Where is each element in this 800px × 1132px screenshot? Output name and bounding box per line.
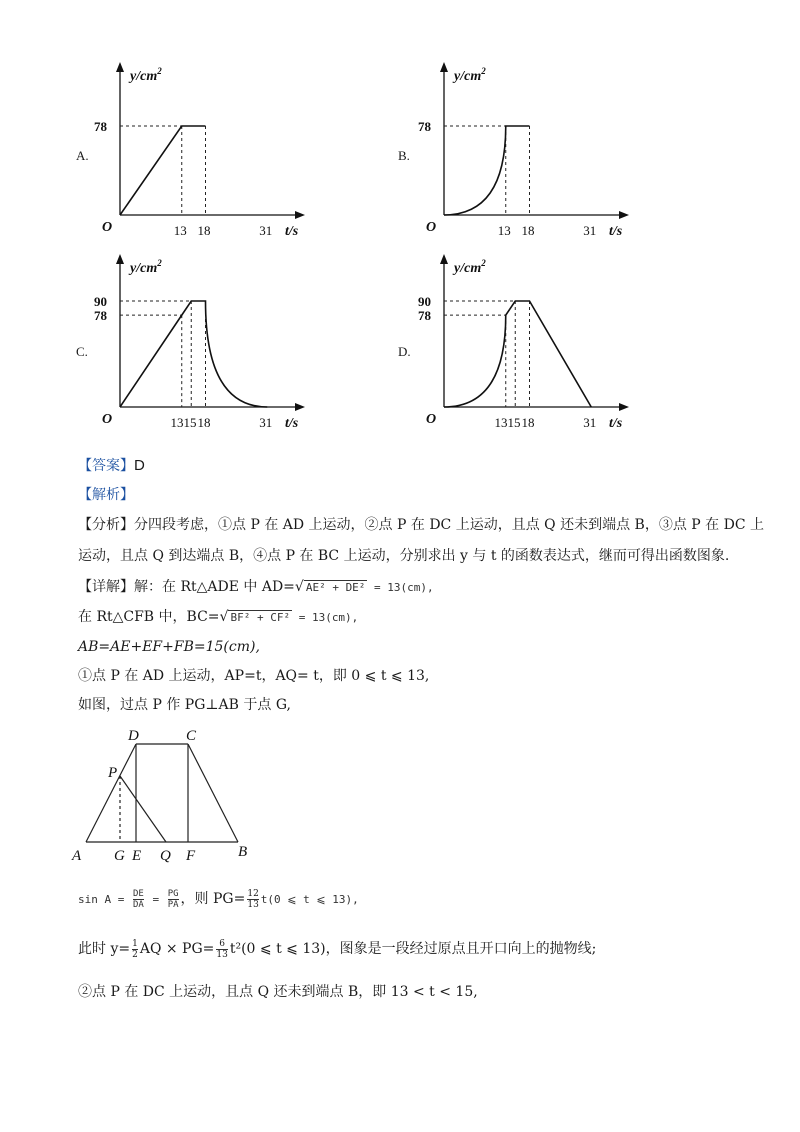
detail-l7-post: t²(0 ⩽ t ⩽ 13)，图象是一段经过原点且开口向上的抛物线; xyxy=(229,941,597,957)
label-g: G xyxy=(114,848,125,864)
x-tick-label: 1315 xyxy=(494,415,521,430)
origin-label: O xyxy=(102,220,113,235)
y-axis-label: $y/cm^2$ xyxy=(130,258,162,276)
option-b-label: B. xyxy=(398,148,410,163)
detail-line-4: ①点 P 在 AD 上运动，AP=t，AQ= t，即 0 ⩽ t ⩽ 13, xyxy=(78,668,430,684)
y-axis-sup: 2 xyxy=(157,66,162,76)
x-tick-label: 1315 xyxy=(170,415,197,430)
detail-line-2: 在 Rt△CFB 中，BC=√ BF² + CF² = 13(cm), xyxy=(78,609,359,625)
label-a: A xyxy=(72,848,82,864)
y-tick-label: 78 xyxy=(418,308,431,324)
answer-tag: 【答案】 xyxy=(78,458,134,474)
x-axis-label: t/s xyxy=(609,224,623,239)
option-d-label: D. xyxy=(398,344,411,359)
detail-l7-pre: 此时 y= xyxy=(78,941,131,957)
x-tick-label: 13 xyxy=(497,223,511,238)
x-tick-label: 18 xyxy=(521,223,535,238)
origin-label: O xyxy=(426,412,437,427)
x-tick-label: 31 xyxy=(583,223,597,238)
detail-l2-post: = 13(cm), xyxy=(292,611,359,624)
detail-l1-radicand: AE² + DE² xyxy=(305,581,366,594)
frac-12-13: $\frac{12}{13}$ xyxy=(247,888,259,910)
detail-l6-eq: = xyxy=(145,893,166,906)
option-c-graph xyxy=(92,252,392,442)
x-axis-arrow xyxy=(619,403,629,411)
option-c-label: C. xyxy=(76,344,88,359)
detail-line-5: 如图，过点 P 作 PG⊥AB 于点 G, xyxy=(78,697,291,713)
detail-l6-mid: ，则 PG= xyxy=(180,891,246,907)
label-q: Q xyxy=(160,848,171,864)
x-axis-arrow xyxy=(295,403,305,411)
detail-l6-post: t(0 ⩽ t ⩽ 13), xyxy=(260,893,359,906)
graph-svg xyxy=(92,252,392,442)
option-b-graph xyxy=(416,60,716,250)
x-tick-label: 18 xyxy=(197,223,211,238)
y-axis-label: $y/cm^2$ xyxy=(454,258,486,276)
y-tick-label: 90 xyxy=(418,294,431,309)
label-c: C xyxy=(186,728,197,744)
option-a-graph xyxy=(92,60,392,250)
x-axis-arrow xyxy=(295,211,305,219)
detail-tag: 【详解】 xyxy=(78,579,134,595)
detail-line-3: AB=AE+EF+FB=15(cm), xyxy=(78,639,260,655)
answer-line xyxy=(78,455,145,477)
detail-l2-radicand: BF² + CF² xyxy=(230,611,291,624)
frac-de-da: $\frac{DE}{DA}$ xyxy=(132,888,144,910)
y-axis-label: $y/cm^2$ xyxy=(454,66,486,84)
graph-svg xyxy=(416,60,716,250)
option-a-label: A. xyxy=(76,148,89,163)
y-axis-label: $y/cm^2$ xyxy=(130,66,162,84)
frac-pg-pa: $\frac{PG}{PA}$ xyxy=(167,888,179,910)
x-axis-label: t/s xyxy=(609,416,623,431)
x-axis-arrow xyxy=(619,211,629,219)
y-tick-label: 78 xyxy=(418,119,431,134)
analysis-line xyxy=(78,484,134,506)
x-axis-label: t/s xyxy=(285,224,299,239)
detail-l7-mid: AQ × PG= xyxy=(139,941,215,957)
fenxi-tag: 【分析】 xyxy=(78,517,134,533)
side-cb xyxy=(188,744,238,842)
function-curve xyxy=(120,126,206,215)
detail-line-1: 【详解】解：在 Rt△ADE 中 AD=√ AE² + DE² = 13(cm), xyxy=(78,579,434,595)
detail-l6-pre: sin A = xyxy=(78,893,131,906)
label-d: D xyxy=(128,728,139,744)
label-e: E xyxy=(132,848,142,864)
frac-1-2: $\frac{1}{2}$ xyxy=(132,938,138,960)
origin-label: O xyxy=(426,220,437,235)
detail-l1-post: = 13(cm), xyxy=(367,581,434,594)
detail-line-7 xyxy=(78,938,596,960)
y-tick-label: 78 xyxy=(94,308,107,324)
y-axis-sup: 2 xyxy=(481,258,486,268)
y-axis-arrow xyxy=(440,254,448,264)
x-tick-label: 31 xyxy=(259,223,273,238)
label-b: B xyxy=(238,844,248,860)
y-axis-arrow xyxy=(116,62,124,72)
x-tick-label: 13 xyxy=(173,223,187,238)
function-curve xyxy=(444,126,530,215)
option-d-graph xyxy=(416,252,716,442)
function-curve xyxy=(444,301,591,407)
answer-value: D xyxy=(134,457,145,474)
fenxi-line-2: 运动，且点 Q 到达端点 B，④点 P 在 BC 上运动，分别求出 y 与 t 的函数表达式，继而可得出函数图象. xyxy=(78,548,730,564)
y-tick-label: 90 xyxy=(94,294,107,309)
y-axis-arrow xyxy=(116,254,124,264)
graph-svg xyxy=(92,60,392,250)
x-tick-label: 31 xyxy=(259,415,273,430)
frac-6-13: $\frac{6}{13}$ xyxy=(216,938,228,960)
detail-line-8: ②点 P 在 DC 上运动，且点 Q 还未到端点 B，即 13 < t < 15, xyxy=(78,984,478,1000)
label-p: P xyxy=(108,765,118,781)
side-ad xyxy=(86,744,136,842)
x-tick-label: 18 xyxy=(197,415,211,430)
segment-pq xyxy=(120,776,166,842)
detail-l2-pre: 在 Rt△CFB 中，BC= xyxy=(78,609,220,625)
detail-l1-pre: 解：在 Rt△ADE 中 AD= xyxy=(134,579,295,595)
y-tick-label: 78 xyxy=(94,119,107,134)
y-axis-sup: 2 xyxy=(157,258,162,268)
x-tick-label: 31 xyxy=(583,415,597,430)
y-axis-sup: 2 xyxy=(481,66,486,76)
y-axis-arrow xyxy=(440,62,448,72)
origin-label: O xyxy=(102,412,113,427)
label-f: F xyxy=(186,848,196,864)
fenxi-line-1 xyxy=(78,514,764,536)
x-tick-label: 18 xyxy=(521,415,535,430)
analysis-tag: 【解析】 xyxy=(78,487,134,503)
graph-svg xyxy=(416,252,716,442)
function-curve xyxy=(120,301,267,407)
detail-line-6 xyxy=(78,888,359,911)
trapezoid-figure xyxy=(72,724,272,864)
x-axis-label: t/s xyxy=(285,416,299,431)
fenxi-text-1: 分四段考虑，①点 P 在 AD 上运动，②点 P 在 DC 上运动，且点 Q 还未到端点 B，③点 P 在 DC 上 xyxy=(134,517,764,533)
